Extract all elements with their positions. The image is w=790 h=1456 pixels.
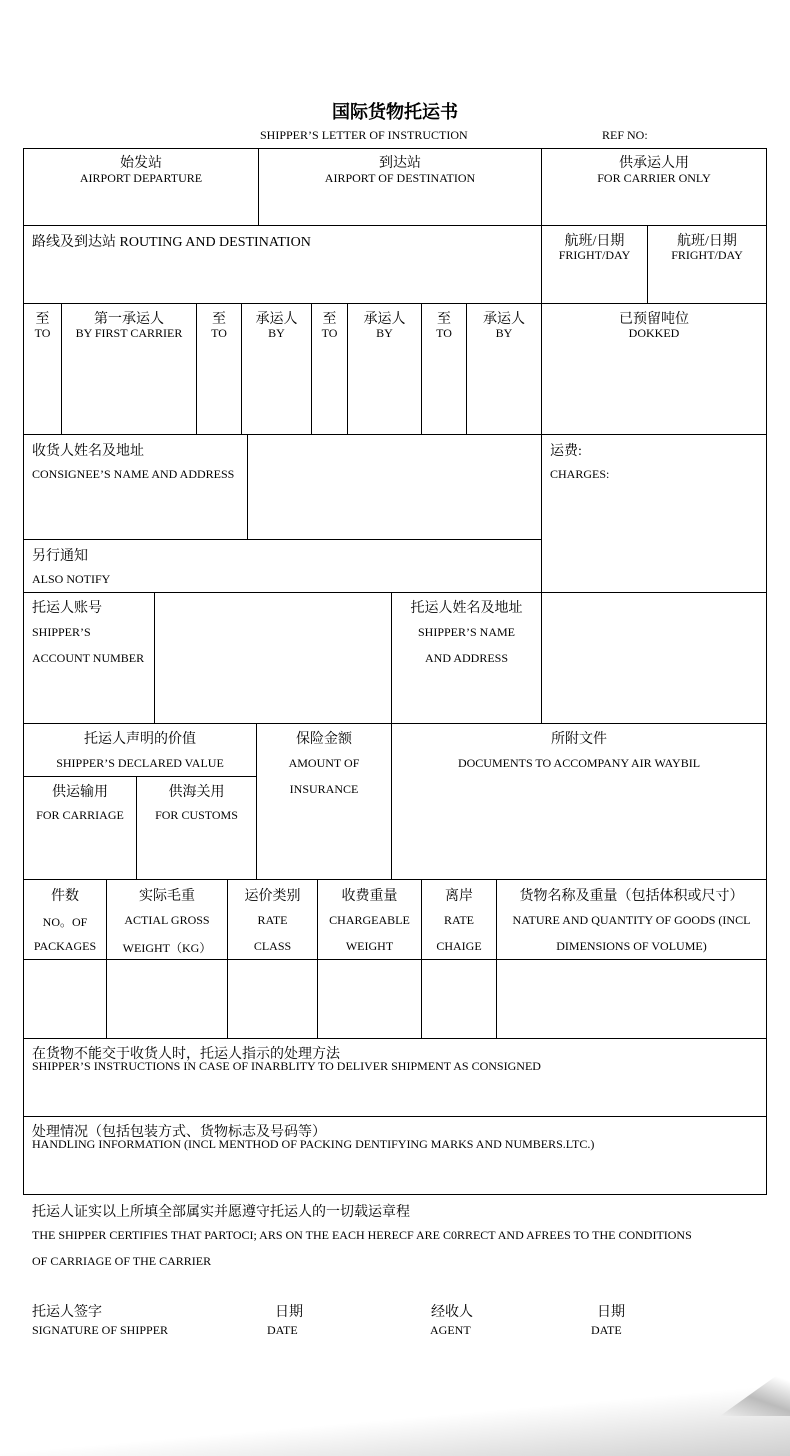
goods-header-nature <box>496 879 767 960</box>
destination-cell[interactable] <box>258 148 542 226</box>
carriage-en: FOR CARRIAGE <box>36 808 124 822</box>
insurance-cell[interactable] <box>256 723 392 880</box>
booked-zh: 已预留吨位 <box>619 312 689 327</box>
documents-cell[interactable] <box>391 723 767 880</box>
goods-header-zh: 货物名称及重量（包括体积或尺寸） <box>519 889 744 904</box>
goods-header-en: RATE <box>257 913 288 927</box>
shipper-name-en: SHIPPER’S NAME <box>417 625 516 639</box>
first-carrier-zh: 第一承运人 <box>94 312 164 327</box>
certify-en-1: THE SHIPPER CERTIFIES THAT PARTOCI; ARS ON THE EACH HERECF ARE C0RRECT AND AFREES TO THE CONDITIONS <box>32 1228 692 1242</box>
shipper-name-label-cell <box>391 592 542 724</box>
goods-header-zh: 实际毛重 <box>139 889 195 904</box>
document-subtitle: SHIPPER’S LETTER OF INSTRUCTION <box>260 128 468 142</box>
document-title: 国际货物托运书 <box>332 102 458 122</box>
also-notify-cell[interactable] <box>23 539 542 593</box>
shipper-account-field[interactable] <box>154 592 392 724</box>
nature-goods-field[interactable] <box>496 959 767 1039</box>
shipper-account-label-cell <box>23 592 155 724</box>
goods-header-en: ACTIAL GROSS <box>124 913 210 927</box>
flight-en: FRIGHT/DAY <box>671 248 743 262</box>
for-customs-cell[interactable] <box>136 776 257 880</box>
certify-zh: 托运人证实以上所填全部属实并愿遵守托运人的一切载运章程 <box>32 1205 410 1220</box>
goods-header-en: PACKAGES <box>33 939 97 953</box>
destination-zh: 到达站 <box>379 156 421 171</box>
departure-cell[interactable] <box>23 148 259 226</box>
charges-en: CHARGES: <box>550 467 610 481</box>
to-zh: 至 <box>212 312 226 327</box>
carrier-by-cell[interactable] <box>466 303 542 435</box>
to-en: TO <box>211 326 227 340</box>
documents-zh: 所附文件 <box>551 732 607 747</box>
booked-en: DOKKED <box>628 326 680 340</box>
ref-no-label: REF NO: <box>602 128 648 142</box>
to-cell[interactable] <box>196 303 242 435</box>
shipper-account-en: ACCOUNT NUMBER <box>32 651 145 665</box>
chargeable-weight-field[interactable] <box>317 959 422 1039</box>
date-en[interactable]: DATE <box>267 1323 298 1337</box>
signature-shipper-zh: 托运人签字 <box>32 1305 102 1320</box>
goods-header-zh: 离岸 <box>445 889 473 904</box>
insurance-en: INSURANCE <box>289 782 359 796</box>
booked-cell[interactable] <box>541 303 767 435</box>
consignee-label-cell <box>23 434 248 540</box>
carrier-only-en: FOR CARRIER ONLY <box>597 171 711 185</box>
handling-en: HANDLING INFORMATION (INCL MENTHOD OF PACKING DENTIFYING MARKS AND NUMBERS.LTC.) <box>32 1137 595 1151</box>
flight-day-cell-2[interactable] <box>647 225 767 304</box>
goods-header-packages <box>23 879 107 960</box>
carrier-en: BY <box>268 326 285 340</box>
flight-en: FRIGHT/DAY <box>558 248 631 262</box>
goods-header-zh: 件数 <box>51 889 79 904</box>
goods-header-en: CHAIGE <box>436 939 482 953</box>
declared-en: SHIPPER’S DECLARED VALUE <box>56 756 224 770</box>
customs-en: FOR CUSTOMS <box>155 808 238 822</box>
routing-label: 路线及到达站 ROUTING AND DESTINATION <box>32 235 311 250</box>
goods-header-en: WEIGHT（KG） <box>122 941 212 955</box>
goods-header-rate-class <box>227 879 318 960</box>
goods-header-en: NO。OF <box>42 915 88 929</box>
to-cell[interactable] <box>23 303 62 435</box>
customs-zh: 供海关用 <box>168 785 225 800</box>
goods-header-chargeable-weight <box>317 879 422 960</box>
gross-weight-field[interactable] <box>106 959 228 1039</box>
departure-en: AIRPORT DEPARTURE <box>79 171 203 185</box>
goods-header-en: RATE <box>444 913 474 927</box>
to-cell[interactable] <box>311 303 348 435</box>
charges-zh: 运费: <box>550 444 582 459</box>
instructions-zh: 在货物不能交于收货人时，托运人指示的处理方法 <box>32 1047 340 1062</box>
for-carriage-cell[interactable] <box>23 776 137 880</box>
goods-header-en: CHARGEABLE <box>329 913 410 927</box>
documents-en: DOCUMENTS TO ACCOMPANY AIR WAYBIL <box>457 756 701 770</box>
to-zh: 至 <box>322 312 337 327</box>
to-zh: 至 <box>35 312 50 327</box>
handling-zh: 处理情况（包括包装方式、货物标志及号码等） <box>32 1125 326 1140</box>
goods-header-gross-weight <box>106 879 228 960</box>
carrier-by-cell[interactable] <box>347 303 422 435</box>
carriage-zh: 供运输用 <box>52 785 108 800</box>
to-en: TO <box>436 326 452 340</box>
goods-header-zh: 收费重量 <box>341 889 398 904</box>
shipper-account-en: SHIPPER’S <box>32 625 91 639</box>
goods-header-en: WEIGHT <box>345 939 394 953</box>
shipper-account-zh: 托运人账号 <box>32 601 102 616</box>
goods-header-en: NATURE AND QUANTITY OF GOODS (INCL <box>512 913 751 927</box>
signature-shipper-en[interactable]: SIGNATURE OF SHIPPER <box>32 1323 169 1337</box>
goods-header-rate-charge <box>421 879 497 960</box>
date-zh: 日期 <box>275 1305 303 1320</box>
consignee-zh: 收货人姓名及地址 <box>32 444 144 459</box>
goods-header-en: CLASS <box>253 939 292 953</box>
departure-zh: 始发站 <box>120 156 162 171</box>
carrier-zh: 承运人 <box>483 312 525 327</box>
certify-en-2: OF CARRIAGE OF THE CARRIER <box>32 1254 212 1268</box>
charges-cell[interactable] <box>541 434 767 593</box>
rate-class-field[interactable] <box>227 959 318 1039</box>
insurance-zh: 保险金额 <box>296 732 352 747</box>
insurance-en: AMOUNT OF <box>288 756 360 770</box>
handling-cell[interactable] <box>23 1116 767 1195</box>
carrier-only-cell[interactable] <box>541 148 767 226</box>
to-en: TO <box>321 326 338 340</box>
agent-zh: 经收人 <box>431 1305 473 1320</box>
notify-zh: 另行通知 <box>32 549 88 564</box>
carrier-only-zh: 供承运人用 <box>619 156 689 171</box>
declared-zh: 托运人声明的价值 <box>84 732 196 747</box>
shipper-name-en: AND ADDRESS <box>424 651 508 665</box>
notify-en: ALSO NOTIFY <box>32 572 111 586</box>
carrier-zh: 承运人 <box>363 312 406 327</box>
instructions-cell[interactable] <box>23 1038 767 1117</box>
to-zh: 至 <box>437 312 451 327</box>
shipper-name-field[interactable] <box>541 592 767 724</box>
packages-field[interactable] <box>23 959 107 1039</box>
carrier-zh: 承运人 <box>255 312 298 327</box>
consignee-en: CONSIGNEE’S NAME AND ADDRESS <box>32 467 235 481</box>
first-carrier-cell[interactable] <box>61 303 197 435</box>
goods-header-en: DIMENSIONS OF VOLUME) <box>556 939 707 953</box>
rate-charge-field[interactable] <box>421 959 497 1039</box>
goods-header-zh: 运价类别 <box>244 889 301 904</box>
routing-cell[interactable] <box>23 225 542 304</box>
flight-zh: 航班/日期 <box>677 234 737 249</box>
instructions-en: SHIPPER’S INSTRUCTIONS IN CASE OF INARBLITY TO DELIVER SHIPMENT AS CONSIGNED <box>32 1059 541 1073</box>
page-curl-shadow <box>0 1366 790 1456</box>
date-zh: 日期 <box>597 1305 625 1320</box>
carrier-en: BY <box>495 326 513 340</box>
to-en: TO <box>34 326 51 340</box>
to-cell[interactable] <box>421 303 467 435</box>
first-carrier-en: BY FIRST CARRIER <box>75 326 183 340</box>
shipper-name-zh: 托运人姓名及地址 <box>410 601 523 616</box>
flight-day-cell-1[interactable] <box>541 225 648 304</box>
flight-zh: 航班/日期 <box>564 234 625 249</box>
date-en[interactable]: DATE <box>591 1323 622 1337</box>
carrier-by-cell[interactable] <box>241 303 312 435</box>
carrier-en: BY <box>376 326 393 340</box>
agent-en[interactable]: AGENT <box>430 1323 471 1337</box>
consignee-field[interactable] <box>247 434 542 540</box>
destination-en: AIRPORT OF DESTINATION <box>324 171 476 185</box>
declared-value-cell <box>23 723 257 777</box>
